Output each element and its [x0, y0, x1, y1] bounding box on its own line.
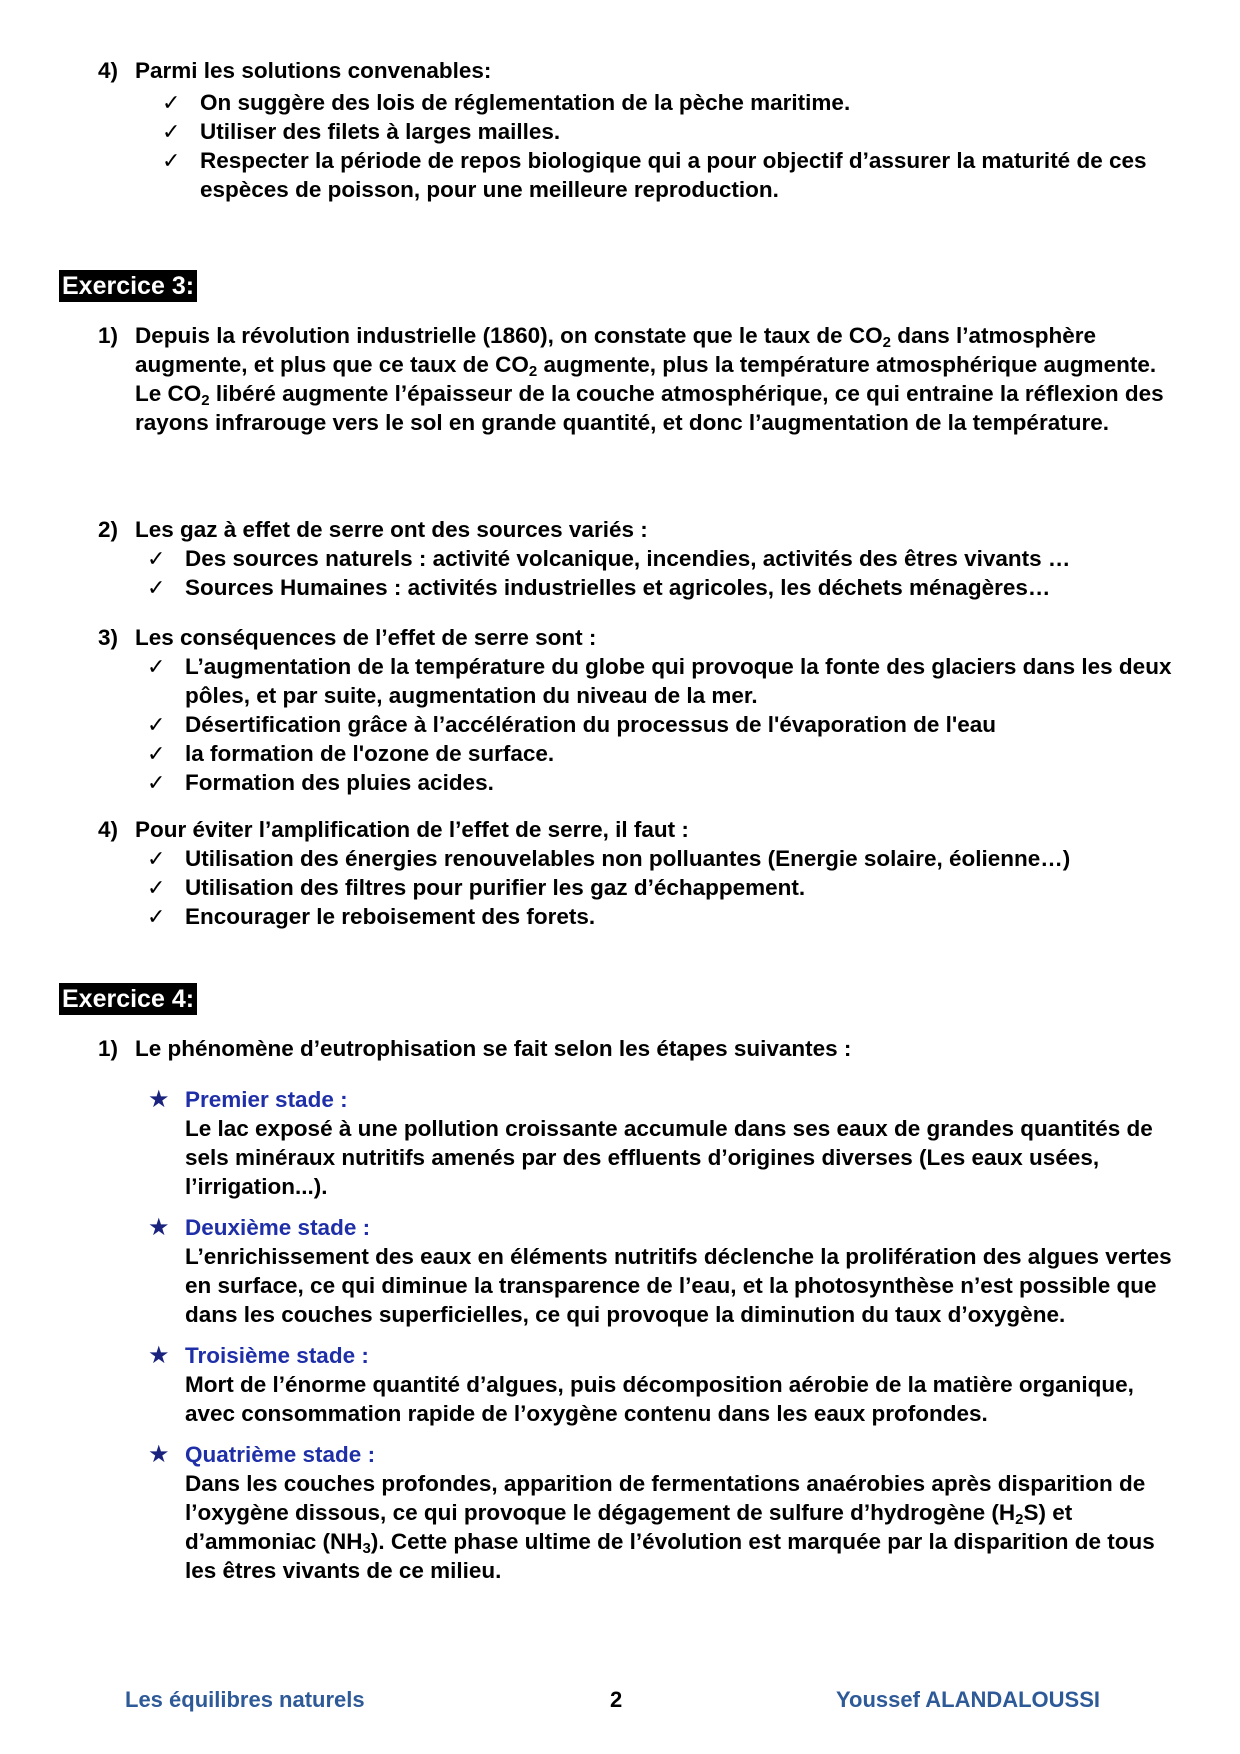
list-item: ✓ Sources Humaines : activités industrielles et agricoles, les déchets ménagères…	[147, 575, 1051, 600]
list-item: ✓ Utilisation des énergies renouvelables non polluantes (Energie solaire, éolienne…)	[147, 846, 1071, 871]
check-icon: ✓	[162, 119, 181, 144]
list-item: ✓ Utiliser des filets à larges mailles.	[162, 119, 561, 144]
check-list	[162, 88, 1180, 204]
star-icon: ★	[148, 1214, 170, 1241]
list-item: ✓ Désertification grâce à l’accélération du processus de l'évaporation de l'eau	[147, 712, 996, 737]
stage-item	[148, 1440, 1185, 1585]
list-item: ✓ Formation des pluies acides.	[147, 770, 494, 795]
paragraph: Depuis la révolution industrielle (1860), on constate que le taux de $CO_2$ dans l’atmosphère augmente, et plus que ce taux de $CO_2$ augmente, plus la température atmosphérique augmente.	[135, 323, 1157, 380]
check-icon: ✓	[147, 546, 166, 571]
question-number: 4)	[98, 58, 119, 83]
question-intro: Parmi les solutions convenables:	[135, 58, 492, 83]
star-icon: ★	[148, 1342, 170, 1369]
check-list	[147, 652, 1185, 797]
check-icon: ✓	[147, 904, 166, 929]
list-item: ✓ L’augmentation de la température du globe qui provoque la fonte des glaciers dans les deux pôles, et par suite, augmentation du niveau de la mer.	[147, 654, 1172, 708]
stage-item	[148, 1085, 1185, 1201]
list-item: ✓ On suggère des lois de réglementation de la pèche maritime.	[162, 90, 851, 115]
list-item: ✓ Respecter la période de repos biologique qui a pour objectif d’assurer la maturité de ces espèces de poisson, pour une meilleure reproduction.	[162, 148, 1147, 202]
check-list	[147, 844, 1210, 931]
list-item: ✓ Des sources naturels : activité volcanique, incendies, activités des êtres vivants …	[147, 546, 1071, 571]
stage-text: Dans les couches profondes, apparition de fermentations anaérobies après disparition de l’oxygène dissous, ce qui provoque le dégagement de sulfure d’hydrogène $(H_2S)$ et d’ammoniac $(NH_3)$. Cette phase ultime de l’évolution est marquée par la disparition de tous les êtres vivants de ce milieu.	[185, 1471, 1155, 1583]
check-icon: ✓	[147, 741, 166, 766]
list-item: ✓ la formation de l'ozone de surface.	[147, 741, 555, 766]
page-footer	[0, 1685, 1240, 1715]
stage-text: Mort de l’énorme quantité d’algues, puis décomposition aérobie de la matière organique, avec consommation rapide de l’oxygène contenu dans les eaux profondes.	[185, 1372, 1134, 1426]
stage-title: Deuxième stade :	[185, 1215, 371, 1240]
page-number: 2	[610, 1687, 623, 1712]
check-icon: ✓	[162, 90, 181, 115]
check-icon: ✓	[162, 148, 181, 173]
question-number: 1)	[98, 323, 119, 348]
stage-text: L’enrichissement des eaux en éléments nutritifs déclenche la prolifération des algues vertes en surface, ce qui diminue la transparence de l’eau, et la photosynthèse n’est possible que dans les couches superficielles, ce qui provoque la diminution du taux d’oxygène.	[185, 1244, 1172, 1327]
star-icon: ★	[148, 1086, 170, 1113]
check-icon: ✓	[147, 875, 166, 900]
footer-author: Youssef ALANDALOUSSI	[836, 1687, 1101, 1712]
footer-course-title: Les équilibres naturels	[125, 1687, 365, 1712]
check-icon: ✓	[147, 654, 166, 679]
check-list	[147, 544, 1200, 602]
question-intro: Pour éviter l’amplification de l’effet de serre, il faut :	[135, 817, 689, 842]
question-number: 1)	[98, 1036, 119, 1061]
stage-item	[148, 1213, 1185, 1329]
star-icon: ★	[148, 1441, 170, 1468]
question-number: 3)	[98, 625, 119, 650]
stage-title: Quatrième stade :	[185, 1442, 376, 1467]
stage-title: Troisième stade :	[185, 1343, 369, 1368]
list-item: ✓ Utilisation des filtres pour purifier les gaz d’échappement.	[147, 875, 806, 900]
stage-item	[148, 1341, 1185, 1428]
question-intro: Les gaz à effet de serre ont des sources variés :	[135, 517, 648, 542]
question-intro: Le phénomène d’eutrophisation se fait selon les étapes suivantes :	[135, 1036, 852, 1061]
check-icon: ✓	[147, 770, 166, 795]
check-icon: ✓	[147, 575, 166, 600]
paragraph: Le $CO_2$ libéré augmente l’épaisseur de la couche atmosphérique, ce qui entraine la réflexion des rayons infrarouge vers le sol en grande quantité, et donc l’augmentation de la température.	[135, 381, 1164, 435]
list-item: ✓ Encourager le reboisement des forets.	[147, 904, 596, 929]
question-intro: Les conséquences de l’effet de serre sont :	[135, 625, 597, 650]
question-number: 2)	[98, 517, 119, 542]
stage-text: Le lac exposé à une pollution croissante accumule dans ses eaux de grandes quantités de sels minéraux nutritifs amenés par des effluents d’origines diverses (Les eaux usées, l’irrigation...).	[185, 1116, 1153, 1199]
exercise-3-heading: Exercice 3:	[59, 270, 197, 302]
exercise-4-heading: Exercice 4:	[59, 983, 197, 1015]
check-icon: ✓	[147, 712, 166, 737]
question-number: 4)	[98, 817, 119, 842]
check-icon: ✓	[147, 846, 166, 871]
stage-title: Premier stade :	[185, 1087, 348, 1112]
